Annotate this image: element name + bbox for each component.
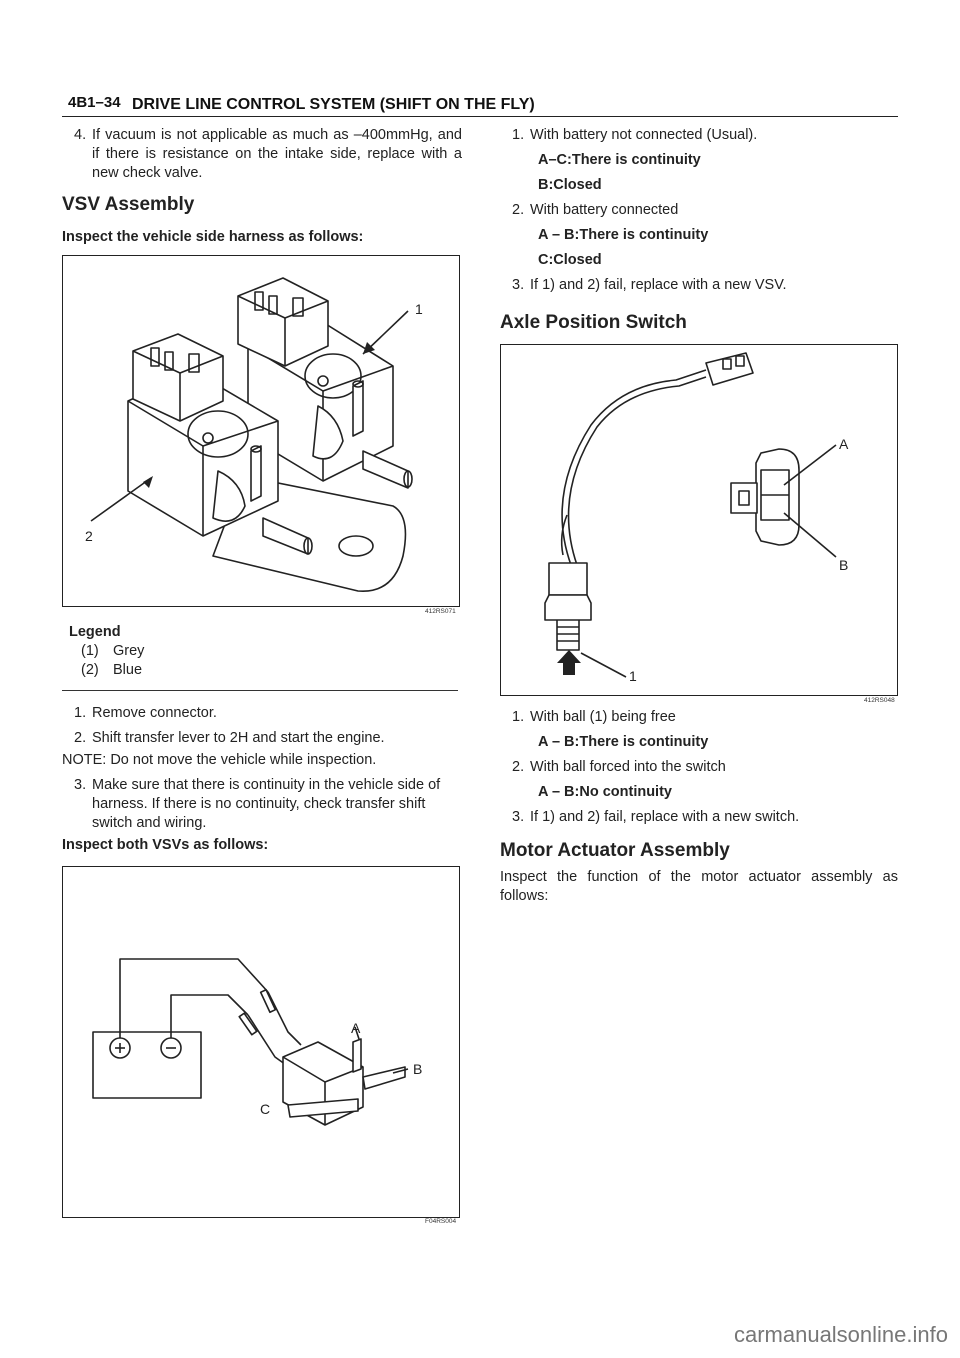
battery-label-c: C [260,1101,271,1117]
note-text: NOTE: Do not move the vehicle while inspection. [62,752,377,768]
result-text: C:Closed [538,252,602,268]
step-4-text: If vacuum is not applicable as much as –400mmHg, and if there is resistance on the intake side, replace with a new check valve. [92,127,462,181]
vsv-check-steps [512,126,900,301]
vsv-figure [62,255,460,607]
left-intro [74,126,462,189]
page-code: 4B1–34 [68,94,121,111]
axle-heading: Axle Position Switch [500,312,687,333]
motor-text: Inspect the function of the motor actuator assembly as follows: [500,869,898,904]
list-item: 3. If 1) and 2) fail, replace with a new switch. [512,809,800,825]
left-step-3 [74,776,462,839]
vsv-figure-caption: 412RS071 [425,608,456,615]
result-text: A – B:There is continuity [538,734,709,750]
motor-heading: Motor Actuator Assembly [500,840,730,861]
list-item: 2. With battery connected [512,202,679,218]
axle-steps [512,708,900,833]
axle-figure-caption: 412RS048 [864,697,895,704]
axle-switch-illustration [501,345,897,695]
vsv-label-1: 1 [415,301,423,317]
axle-label-1: 1 [629,668,637,684]
battery-label-a: A [351,1020,361,1036]
page-title: DRIVE LINE CONTROL SYSTEM (SHIFT ON THE FLY) [132,96,535,113]
result-text: A–C:There is continuity [538,152,701,168]
result-text: A – B:There is continuity [538,227,709,243]
legend-rule [62,690,458,691]
legend [69,623,449,680]
result-text: B:Closed [538,177,602,193]
inspect-both-text: Inspect both VSVs as follows: [62,837,269,853]
vsv-heading: VSV Assembly [62,194,195,215]
list-item: 1. With battery not connected (Usual). [512,127,758,143]
battery-label-b: B [413,1061,423,1077]
list-item: 2. Shift transfer lever to 2H and start the engine. [74,730,385,746]
axle-label-a: A [839,436,849,452]
left-steps [74,704,462,754]
battery-test-illustration [63,867,459,1217]
vsv-illustration [63,256,459,606]
vsv-label-2: 2 [85,528,93,544]
list-item: 3. If 1) and 2) fail, replace with a new VSV. [512,277,787,293]
list-item: 3. Make sure that there is continuity in the vehicle side of harness. If there is no continuity, check transfer shift switch and wiring. [74,777,441,831]
watermark: carmanualsonline.info [733,1322,948,1347]
battery-test-figure [62,866,460,1218]
step-4: 4. If vacuum is not applicable as much as –400mmHg, and if there is resistance on the intake side, replace with a new check valve. [74,127,462,181]
inspect-harness-text: Inspect the vehicle side harness as follows: [62,229,364,245]
axle-label-b: B [839,557,849,573]
battery-figure-caption: F04RS004 [425,1218,457,1225]
legend-item: (2) Blue [81,662,143,678]
list-item: 1. Remove connector. [74,705,217,721]
list-item: 2. With ball forced into the switch [512,759,726,775]
legend-item: (1) Grey [81,643,145,659]
list-item: 1. With ball (1) being free [512,709,676,725]
axle-switch-figure [500,344,898,696]
header-rule [62,116,898,117]
legend-title: Legend [69,624,121,640]
result-text: A – B:No continuity [538,784,672,800]
